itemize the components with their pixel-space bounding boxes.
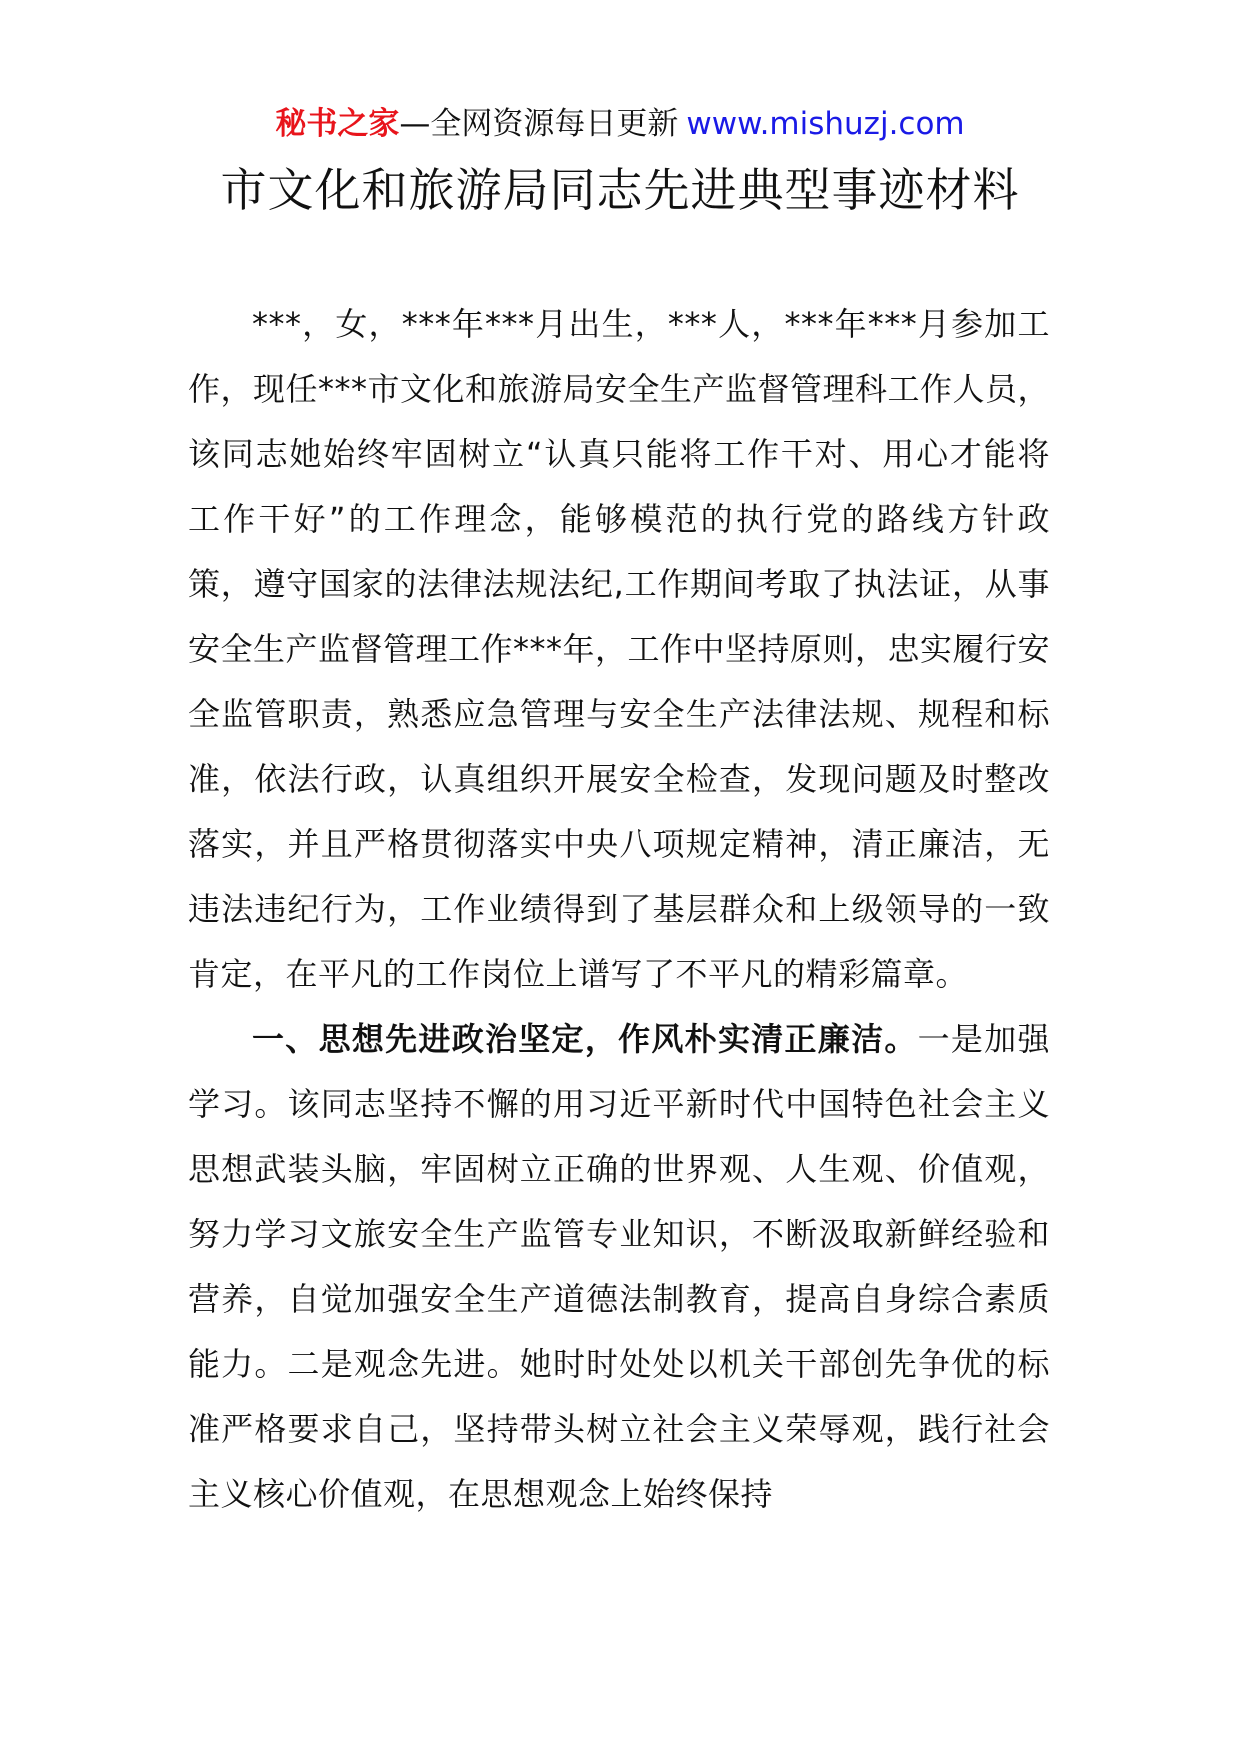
document-body — [188, 292, 1050, 1527]
document-title: 市文化和旅游局同志先进典型事迹材料 — [220, 163, 1020, 217]
banner-tagline: —全网资源每日更新 — [399, 106, 679, 142]
paragraph-intro — [188, 292, 1050, 1007]
paragraph-lead: 一、思想先进政治坚定，作风朴实清正廉洁。 — [252, 1020, 918, 1058]
paragraph-text: 一是加强学习。该同志坚持不懈的用习近平新时代中国特色社会主义思想武装头脑，牢固树立正确的世界观、人生观、价值观，努力学习文旅安全生产监管专业知识，不断汲取新鲜经验和营养，自觉加强安全生产道德法制教育，提高自身综合素质能力。二是观念先进。她时时处处以机关干部创先争优的标准严格要求自己，坚持带头树立社会主义荣辱观，践行社会主义核心价值观，在思想观念上始终保持 — [188, 1020, 1050, 1513]
paragraph-section-one — [188, 1007, 1050, 1527]
site-banner — [0, 104, 1240, 144]
paragraph-text: ***，女，***年***月出生，***人，***年***月参加工作，现任***市文化和旅游局安全生产监督管理科工作人员，该同志她始终牢固树立“认真只能将工作干对、用心才能将工作干好”的工作理念，能够模范的执行党的路线方针政策，遵守国家的法律法规法纪,工作期间考取了执法证，从事安全生产监督管理工作***年，工作中坚持原则，忠实履行安全监管职责，熟悉应急管理与安全生产法律法规、规程和标准，依法行政，认真组织开展安全检查，发现问题及时整改落实，并且严格贯彻落实中央八项规定精神，清正廉洁，无违法违纪行为，工作业绩得到了基层群众和上级领导的一致肯定，在平凡的工作岗位上谱写了不平凡的精彩篇章。 — [188, 305, 1051, 993]
banner-url-link[interactable]: www.mishuzj.com — [686, 106, 965, 142]
banner-brand: 秘书之家 — [275, 106, 400, 142]
